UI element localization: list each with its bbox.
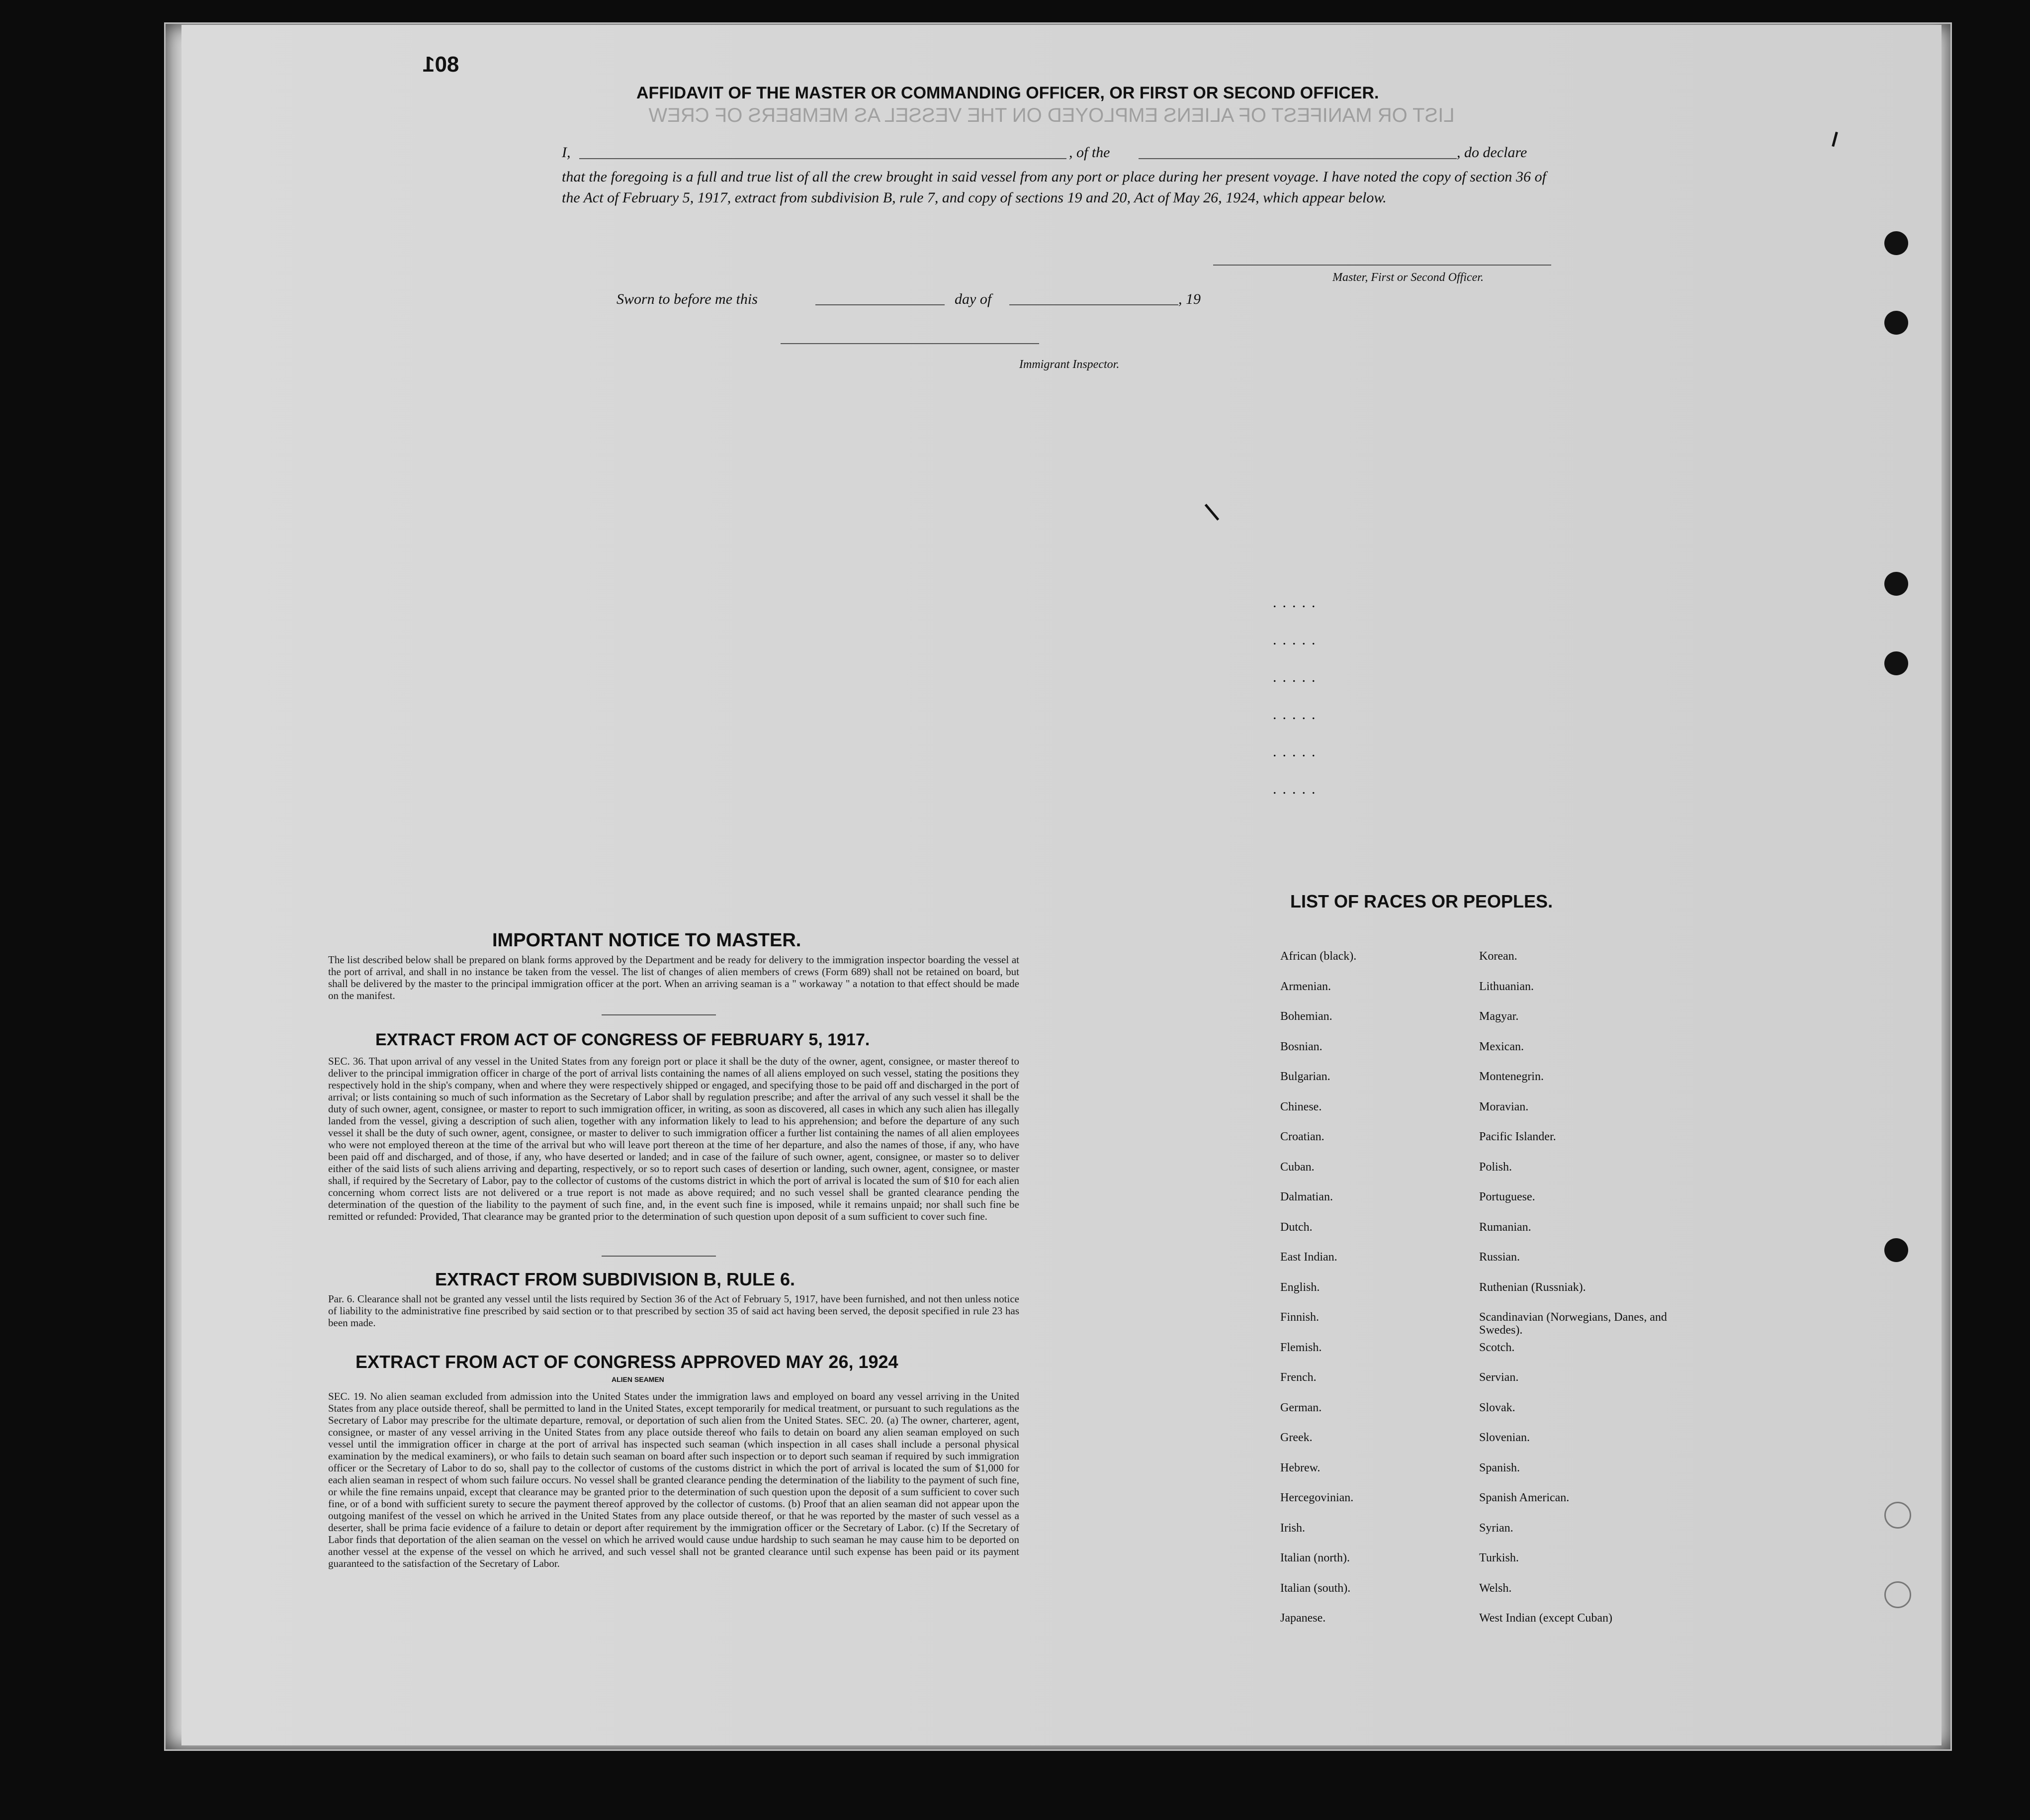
affidavit-title: AFFIDAVIT OF THE MASTER OR COMMANDING OFFICER, OR FIRST OR SECOND OFFICER. <box>636 84 1379 102</box>
race-item: Bohemian. <box>1280 1010 1332 1023</box>
race-item: Bosnian. <box>1280 1040 1323 1053</box>
sworn-month-blank <box>1009 304 1178 305</box>
race-item: Chinese. <box>1280 1100 1322 1113</box>
race-item: Spanish American. <box>1479 1491 1570 1504</box>
leader-dots: ..... <box>1273 706 1322 723</box>
extract-1924-text: SEC. 19. No alien seaman excluded from admission into the United States under the immigration laws and employed on board any vessel arriving in the United States from any place outside thereof, shall be permitted to land in the United States, except temporarily for medical treatment, or pursuant to such regulations as the Secretary of Labor may prescribe for the ultimate departure, removal, or deportation of such alien from the United States. SEC. 20. (a) The owner, charterer, agent, consignee, or master of any vessel arriving in the United States from any place outside thereof who fails to detain on board any alien seaman employed on such vessel until the immigration officer in charge at the port of arrival has inspected such seaman (which inspection in all cases shall include a personal physical examination by the medical examiners), or who fails to detain such seaman on board after such inspection or to deport such seaman if required by such immigration officer or the Secretary of Labor to do so, shall pay to the collector of customs of the customs district in which the port of arrival is located the sum of $1,000 for each alien seaman in respect of whom such failure occurs. No vessel shall be granted clearance pending the determination of the liability to the payment of such fine, or while the fine remains unpaid, except that clearance may be granted prior to the determination of such question upon the deposit of a sum sufficient to cover such fine, or of a bond with sufficient surety to secure the payment thereof approved by the collector of customs. (b) Proof that an alien seaman did not appear upon the outgoing manifest of the vessel on which he arrived in the United States from any place outside thereof, or that he was reported by the master of such vessel as a deserter, shall be prima facie evidence of a failure to detain or deport after requirement by the immigration officer or the Secretary of Labor. (c) If the Secretary of Labor finds that deportation of the alien seaman on the vessel on which he arrived would cause undue hardship to such seaman he may cause him to be deported on another vessel at the expense of the vessel on which he arrived, and such vessel shall not be granted clearance until such expense has been paid or its payment guaranteed to the satisfaction of the Secretary of Labor. <box>328 1390 1019 1569</box>
extract-1924-title: EXTRACT FROM ACT OF CONGRESS APPROVED MAY 26, 1924 <box>355 1352 898 1372</box>
inspector-signature-line <box>781 343 1039 344</box>
divider <box>602 1014 716 1015</box>
punch-hole <box>1884 1502 1911 1529</box>
race-item: Hercegovinian. <box>1280 1491 1354 1504</box>
punch-hole <box>1884 1581 1911 1608</box>
race-item: Scotch. <box>1479 1341 1515 1354</box>
race-item: Croatian. <box>1280 1130 1324 1143</box>
race-item: Polish. <box>1479 1160 1512 1174</box>
leader-dots: ..... <box>1273 669 1322 685</box>
punch-hole <box>1884 1238 1908 1262</box>
race-item: Dalmatian. <box>1280 1190 1333 1203</box>
race-item: Italian (north). <box>1280 1551 1350 1564</box>
master-label: Master, First or Second Officer. <box>1332 271 1484 284</box>
race-item: Russian. <box>1479 1251 1520 1264</box>
punch-hole <box>1884 651 1908 675</box>
extract-1924-subtitle: ALIEN SEAMEN <box>612 1375 664 1383</box>
race-item: Montenegrin. <box>1479 1070 1544 1083</box>
affidavit-of-the: , of the <box>1069 144 1110 161</box>
sworn-label: Sworn to before me this <box>617 291 758 307</box>
race-item: African (black). <box>1280 950 1357 963</box>
race-item: Lithuanian. <box>1479 980 1534 993</box>
race-item: Servian. <box>1479 1371 1519 1384</box>
day-of-label: day of <box>955 291 992 307</box>
race-item: Syrian. <box>1479 1521 1513 1535</box>
punch-hole <box>1884 572 1908 596</box>
bleed-through-header: LIST OR MANIFEST OF ALIENS EMPLOYED ON THE VESSEL AS MEMBERS OF CREW <box>648 104 1455 126</box>
race-item: English. <box>1280 1280 1320 1294</box>
leader-dots: ..... <box>1273 594 1322 611</box>
divider <box>602 1256 716 1257</box>
race-item: Korean. <box>1479 950 1517 963</box>
race-item: Flemish. <box>1280 1341 1322 1354</box>
race-item: German. <box>1280 1401 1322 1414</box>
race-item: Welsh. <box>1479 1581 1512 1595</box>
race-item: Cuban. <box>1280 1160 1315 1174</box>
race-item: Mexican. <box>1479 1040 1524 1053</box>
master-signature-line <box>1213 265 1551 266</box>
race-item: Hebrew. <box>1280 1461 1321 1474</box>
sworn-day-blank <box>815 304 945 305</box>
race-item: Rumanian. <box>1479 1220 1531 1234</box>
race-item: Bulgarian. <box>1280 1070 1330 1083</box>
race-item: Spanish. <box>1479 1461 1520 1474</box>
affidavit-declare: , do declare <box>1457 144 1527 161</box>
leader-dots: ..... <box>1273 781 1322 797</box>
leader-dots: ..... <box>1273 743 1322 760</box>
race-item: Armenian. <box>1280 980 1331 993</box>
race-item: Italian (south). <box>1280 1581 1351 1595</box>
punch-hole <box>1884 311 1908 335</box>
extract-1917-title: EXTRACT FROM ACT OF CONGRESS OF FEBRUARY 5, 1917. <box>375 1030 870 1049</box>
extract-1917-text: SEC. 36. That upon arrival of any vessel in the United States from any foreign port or place it shall be the duty of the owner, agent, consignee, or master thereof to deliver to the principal immigration officer in charge of the port of arrival lists containing the names of all aliens employed on such vessel, stating the positions they respectively hold in the ship's company, when and where they were respectively shipped or engaged, and specifying those to be paid off and discharged in the port of arrival; or lists containing so much of such information as the Secretary of Labor shall by regulation prescribe; and after the arrival of any such vessel it shall be the duty of such owner, agent, consignee, or master to report to such immigration officer, in writing, as soon as discovered, all cases in which any such alien has illegally landed from the vessel, giving a description of such alien, together with any information likely to lead to his apprehension; and before the departure of any such vessel it shall be the duty of such owner, agent, consignee, or master to deliver to such immigration officer a further list containing the names of all alien employees who were not employed thereon at the time of the arrival but who will leave port thereon at the time of her departure, and also the names of those, if any, who have been paid off and discharged, and of those, if any, who have deserted or landed; and in case of the failure of such owner, agent, consignee, or master so to deliver either of the said lists of such aliens arriving and departing, respectively, or so to report such cases of desertion or landing, such owner, agent, consignee, or master shall, if required by the Secretary of Labor, pay to the collector of customs of the customs district in which the port of arrival is located the sum of $10 for each alien concerning whom correct lists are not delivered or a true report is not made as above required; and no such vessel shall be granted clearance pending the determination of the question of the liability to the payment of such fine, and, in the event such fine is imposed, while it remains unpaid; nor shall such fine be remitted or refunded: Provided, That clearance may be granted prior to the determination of such question upon deposit of a sum sufficient to cover such fine. <box>328 1055 1019 1222</box>
race-item: Pacific Islander. <box>1479 1130 1556 1143</box>
race-item: Slovak. <box>1479 1401 1515 1414</box>
notice-text: The list described below shall be prepared on blank forms approved by the Department and be ready for delivery to the immigration inspector boarding the vessel at the port of arrival, and shall in no instance be taken from the vessel. The list of changes of alien members of crews (Form 689) shall not be retained on board, but shall be delivered by the master to the principal immigration officer at the port. When an arriving seaman is a " workaway " a notation to that effect should be made on the manifest. <box>328 954 1019 1001</box>
stamp-number: 801 <box>423 52 459 77</box>
race-item: Dutch. <box>1280 1220 1313 1234</box>
race-item: Portuguese. <box>1479 1190 1535 1203</box>
race-item: East Indian. <box>1280 1251 1337 1264</box>
subdivision-title: EXTRACT FROM SUBDIVISION B, RULE 6. <box>435 1269 795 1289</box>
affidavit-i: I, <box>562 144 571 161</box>
affidavit-paragraph: that the foregoing is a full and true list of all the crew brought in said vessel from any port or place during her present voyage. I have noted the copy of section 36 of the Act of February 5, 1917, extract from subdivision B, rule 7, and copy of sections 19 and 20, Act of May 26, 1924, which appear below. <box>562 169 1546 206</box>
name-blank <box>579 158 1066 159</box>
race-item: Finnish. <box>1280 1311 1320 1324</box>
race-item: Magyar. <box>1479 1010 1519 1023</box>
race-item: Scandinavian (Norwegians, Danes, and Swedes). <box>1479 1311 1667 1337</box>
punch-hole <box>1884 231 1908 255</box>
year-label: , 19 <box>1178 291 1201 307</box>
race-item: Turkish. <box>1479 1551 1519 1564</box>
leader-dots: ..... <box>1273 632 1322 648</box>
race-item: French. <box>1280 1371 1317 1384</box>
race-item: Greek. <box>1280 1431 1313 1444</box>
inspector-label: Immigrant Inspector. <box>1019 358 1120 371</box>
race-item: Slovenian. <box>1479 1431 1530 1444</box>
subdivision-text: Par. 6. Clearance shall not be granted any vessel until the lists required by Section 36 of the Act of February 5, 1917, have been furnished, and not then unless notice of liability to the administrative fine prescribed by said section or to that prescribed by section 35 of said act having been served, the deposit specified in rule 23 has been made. <box>328 1293 1019 1329</box>
races-title: LIST OF RACES OR PEOPLES. <box>1290 891 1553 911</box>
race-item: West Indian (except Cuban) <box>1479 1612 1612 1625</box>
race-item: Japanese. <box>1280 1612 1326 1625</box>
notice-title: IMPORTANT NOTICE TO MASTER. <box>492 930 801 951</box>
race-item: Ruthenian (Russniak). <box>1479 1280 1586 1294</box>
race-item: Moravian. <box>1479 1100 1529 1113</box>
vessel-blank <box>1139 158 1457 159</box>
race-item: Irish. <box>1280 1521 1305 1535</box>
